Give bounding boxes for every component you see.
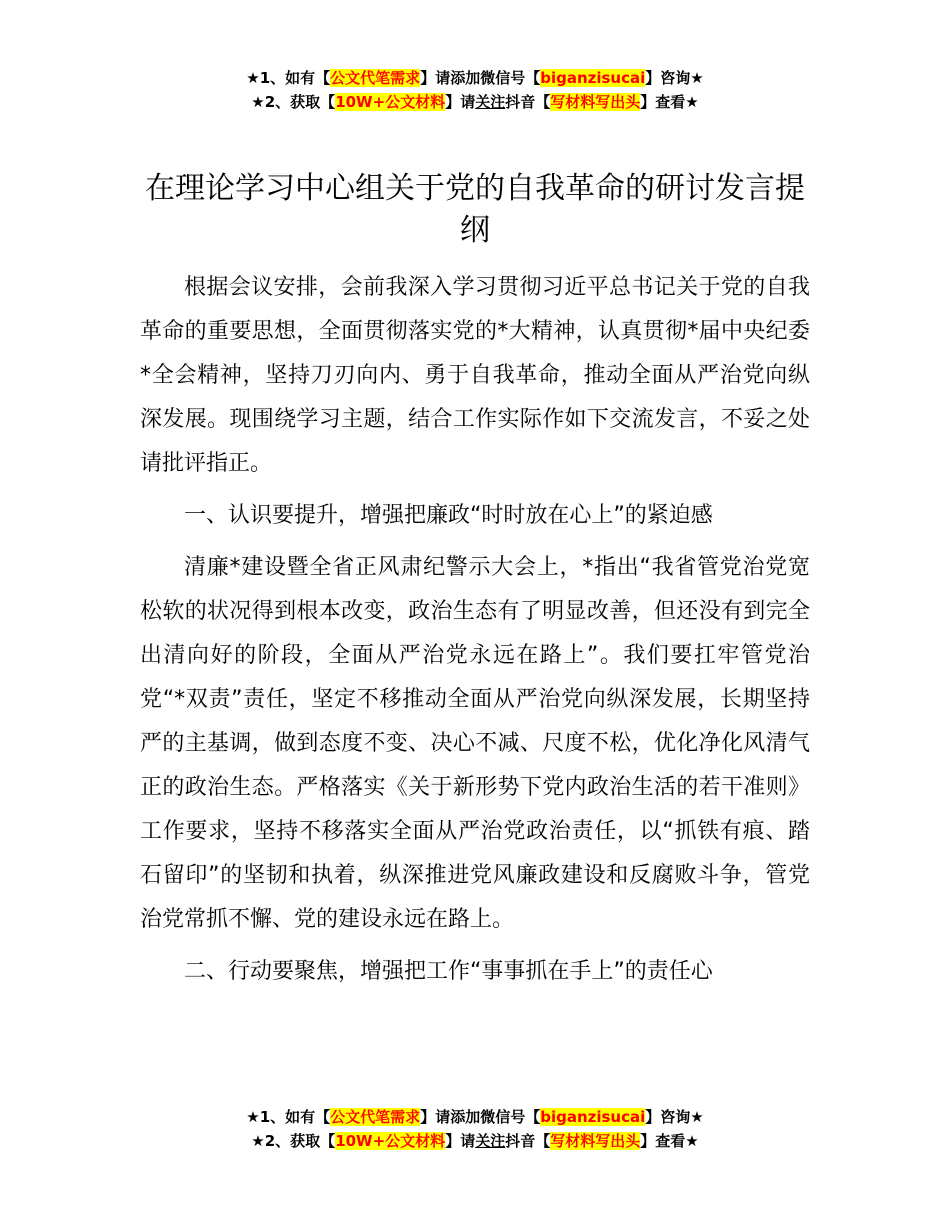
footer-banner bbox=[0, 1105, 950, 1153]
banner-highlight: 写材料写出头 bbox=[550, 1132, 641, 1150]
banner-text: 抖音【 bbox=[505, 93, 551, 111]
document-title: 在理论学习中心组关于党的自我革命的研讨发言提纲 bbox=[145, 171, 805, 248]
section-heading-1: 一、认识要提升，增强把廉政“时时放在心上”的紧迫感 bbox=[184, 503, 713, 528]
banner-text: 】请添加微信号【 bbox=[420, 1108, 541, 1126]
banner-line-1 bbox=[0, 66, 950, 90]
paragraph-intro: 根据会议安排，会前我深入学习贯彻习近平总书记关于党的自我革命的重要思想，全面贯彻落实党的*大精神，认真贯彻*届中央纪委*全会精神，坚持刀刃向内、勇于自我革命，推动全面从严治党向纵深发展。现围绕学习主题，结合工作实际作如下交流发言，不妥之处请批评指正。 bbox=[140, 275, 810, 476]
header-banner bbox=[0, 66, 950, 114]
banner-text: 】咨询★ bbox=[645, 69, 704, 87]
banner-text: 】查看★ bbox=[640, 93, 699, 111]
banner-text: ★2、获取【 bbox=[251, 93, 336, 111]
banner-text: ★1、如有【 bbox=[246, 1108, 331, 1126]
banner-underline: 关注 bbox=[475, 93, 506, 111]
banner-highlight: 公文代笔需求 bbox=[330, 69, 421, 87]
banner-text: 】请 bbox=[445, 1132, 476, 1150]
document-body bbox=[140, 266, 810, 994]
paragraph-section-1: 清廉*建设暨全省正风肃纪警示大会上，*指出“我省管党治党宽松软的状况得到根本改变，政治生态有了明显改善，但还没有到完全出清向好的阶段，全面从严治党永远在路上”。我们要扛牢管党治党“*双责”责任，坚定不移推动全面从严治党向纵深发展，长期坚持严的主基调，做到态度不变、决心不减、尺度不松，优化净化风清气正的政治生态。严格落实《关于新形势下党内政治生活的若干准则》工作要求，坚持不移落实全面从严治党政治责任，以“抓铁有痕、踏石留印”的坚韧和执着，纵深推进党风廉政建设和反腐败斗争，管党治党常抓不懈、党的建设永远在路上。 bbox=[140, 555, 810, 932]
banner-highlight-wechat: biganzisucai bbox=[540, 1108, 646, 1126]
banner-line-2 bbox=[0, 1129, 950, 1153]
section-heading-2: 二、行动要聚焦，增强把工作“事事抓在手上”的责任心 bbox=[184, 959, 713, 984]
banner-text: 】咨询★ bbox=[645, 1108, 704, 1126]
banner-highlight: 10W+公文材料 bbox=[335, 93, 446, 111]
banner-text: 】请添加微信号【 bbox=[420, 69, 541, 87]
banner-highlight: 10W+公文材料 bbox=[335, 1132, 446, 1150]
banner-text: 】查看★ bbox=[640, 1132, 699, 1150]
banner-text: ★2、获取【 bbox=[251, 1132, 336, 1150]
banner-text: ★1、如有【 bbox=[246, 69, 331, 87]
banner-line-2 bbox=[0, 90, 950, 114]
banner-highlight-wechat: biganzisucai bbox=[540, 69, 646, 87]
banner-line-1 bbox=[0, 1105, 950, 1129]
banner-highlight: 写材料写出头 bbox=[550, 93, 641, 111]
banner-underline: 关注 bbox=[475, 1132, 506, 1150]
banner-text: 抖音【 bbox=[505, 1132, 551, 1150]
banner-highlight: 公文代笔需求 bbox=[330, 1108, 421, 1126]
banner-text: 】请 bbox=[445, 93, 476, 111]
